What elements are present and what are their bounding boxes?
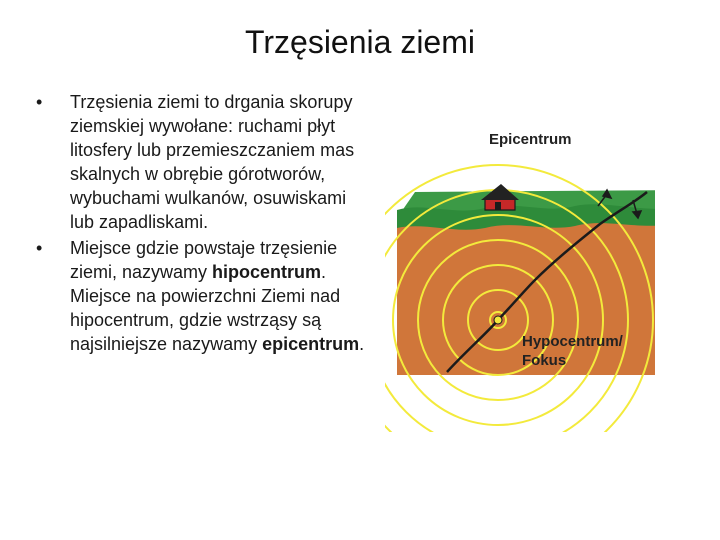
bullet-item xyxy=(36,236,366,356)
slide-title: Trzęsienia ziemi xyxy=(245,24,475,60)
label-fokus: Fokus xyxy=(522,352,567,369)
hypocenter-marker xyxy=(494,316,502,324)
label-epicentrum: Epicentrum xyxy=(489,131,572,148)
term-epicentrum: epicentrum xyxy=(262,334,360,354)
bullet-text: Trzęsienia ziemi to drgania skorupy ziemskiej wywołane: ruchami płyt litosfery lub przemieszczaniem mas skalnych w obrębie górotworów, wybuchami wulkanów, osuwiskami lub zapadliskami. xyxy=(70,92,355,232)
term-hipocentrum: hipocentrum xyxy=(212,262,322,282)
bullet-list xyxy=(36,90,366,358)
bullet-marker: • xyxy=(36,92,43,112)
earthquake-diagram xyxy=(385,120,655,440)
house-icon xyxy=(481,184,519,210)
bullet-text-middle: . Miejsce na powierzchni Ziemi nad hipocentrum, gdzie wstrząsy są najsilniejsze nazywamy xyxy=(70,262,341,354)
bullet-marker: • xyxy=(36,238,43,258)
bullet-item xyxy=(36,90,366,234)
label-hypocentrum: Hypocentrum/ xyxy=(522,333,623,350)
bullet-text-before: Miejsce gdzie powstaje trzęsienie ziemi, nazywamy xyxy=(70,238,338,282)
bullet-text-after: . xyxy=(359,334,365,354)
